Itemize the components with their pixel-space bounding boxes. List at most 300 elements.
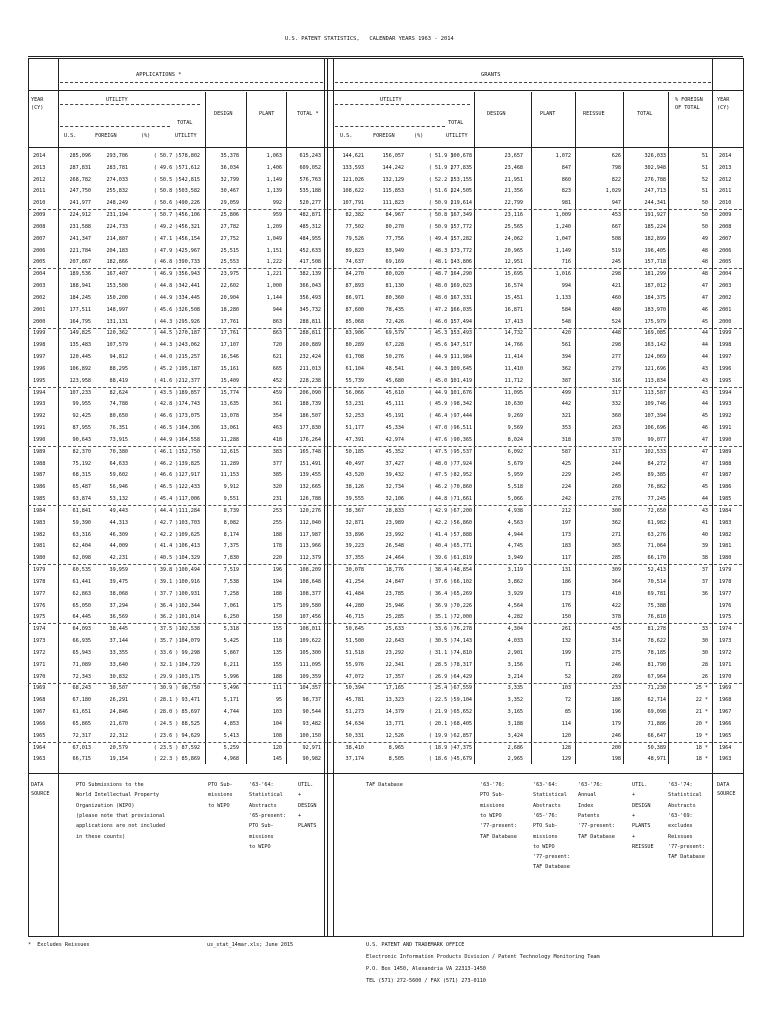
table-cell: 109,625 — [178, 531, 200, 538]
table-cell: 1974 — [719, 626, 732, 633]
grants-total-header: TOTAL — [448, 120, 464, 126]
table-cell: 1997 — [33, 354, 46, 361]
table-cell: 5,425 — [223, 638, 239, 645]
table-cell: 2010 — [33, 200, 46, 207]
table-cell: 132 — [561, 638, 571, 645]
table-cell: 285,096 — [69, 153, 91, 159]
table-cell: 47 — [701, 448, 708, 455]
table-cell: 43 — [701, 389, 708, 396]
table-cell: 382,139 — [299, 271, 321, 278]
column-rule — [28, 58, 29, 937]
source-line: '65-'76: — [533, 812, 558, 819]
grants-utility-total-header: UTILITY — [446, 133, 468, 139]
table-cell: ( 19.9 ) — [428, 732, 454, 739]
table-cell: 109,746 — [644, 401, 666, 408]
table-cell: 21,951 — [504, 176, 523, 183]
table-cell: 33 — [701, 626, 708, 633]
table-cell: 139,825 — [178, 460, 200, 467]
table-cell: ( 31.1 ) — [428, 649, 454, 656]
table-cell: 480 — [611, 306, 621, 313]
utility-total-header: UTILITY — [175, 133, 197, 139]
table-cell: 25,806 — [220, 212, 239, 219]
table-cell: 14,732 — [504, 330, 523, 337]
table-cell: 362 — [611, 519, 621, 526]
table-cell: 1991 — [719, 425, 732, 432]
table-cell: 105,300 — [299, 649, 321, 656]
table-cell: 44 — [701, 342, 708, 349]
source-line: missions — [480, 802, 505, 809]
table-cell: 716 — [561, 259, 571, 266]
column-rule — [668, 92, 669, 764]
table-cell: 50 — [701, 223, 708, 230]
table-cell: 23,116 — [504, 212, 523, 219]
table-cell: 108,011 — [299, 626, 321, 633]
table-cell: ( 42.2 ) — [428, 519, 454, 526]
po-box: P.O. Box 1450, Alexandria VA 22313-1450 — [366, 966, 486, 972]
table-cell: 1,209 — [266, 223, 282, 230]
table-cell: 442 — [561, 401, 571, 408]
source-line: missions — [533, 833, 558, 840]
table-cell: 1972 — [33, 649, 46, 656]
table-cell: 1966 — [33, 720, 46, 727]
table-cell: 524 — [611, 318, 621, 325]
division-name: Electronic Information Products Division / Patent Technology Monitoring Team — [366, 954, 600, 960]
table-cell: 157,494 — [450, 318, 472, 325]
table-cell: 243,062 — [178, 342, 200, 349]
table-cell: 9,912 — [223, 484, 239, 491]
table-cell: 2007 — [719, 235, 732, 242]
table-cell: 23,785 — [385, 590, 404, 597]
table-cell: 260 — [611, 484, 621, 491]
table-cell: ( 46.5 ) — [153, 484, 179, 491]
table-cell: ( 46.5 ) — [153, 425, 179, 432]
table-cell: 62,714 — [647, 697, 666, 704]
row-separator — [28, 564, 742, 565]
source-label-3: SOURCE — [717, 791, 736, 797]
table-cell: 45 — [701, 413, 708, 420]
table-cell: 207,867 — [69, 259, 91, 266]
table-cell: 51 — [701, 153, 708, 159]
table-cell: 452 — [272, 377, 282, 384]
table-cell: 27,752 — [220, 235, 239, 242]
table-cell: 276,788 — [644, 176, 666, 183]
table-cell: 57,888 — [453, 531, 472, 538]
table-cell: 1,063 — [266, 153, 282, 159]
table-cell: 62,404 — [72, 543, 91, 550]
table-cell: 1974 — [33, 626, 46, 633]
table-cell: 7,519 — [223, 567, 239, 574]
table-cell: 2,686 — [507, 744, 523, 751]
table-cell: 65,865 — [72, 720, 91, 727]
table-cell: 104,329 — [178, 555, 200, 562]
table-cell: 224 — [561, 484, 571, 491]
table-cell: 62,098 — [72, 555, 91, 562]
table-cell: 277 — [611, 354, 621, 361]
table-cell: 39,432 — [385, 472, 404, 479]
table-cell: 390,733 — [178, 259, 200, 266]
table-cell: 452,633 — [299, 247, 321, 254]
table-cell: 173 — [561, 590, 571, 597]
table-cell: 70,380 — [109, 448, 128, 455]
table-cell: 35,378 — [220, 153, 239, 159]
source-line: '77-present: — [480, 823, 517, 830]
table-cell: 43 — [701, 377, 708, 384]
table-cell: 16,574 — [504, 283, 523, 290]
table-cell: 111,984 — [450, 354, 472, 361]
table-cell: 276 — [611, 496, 621, 503]
table-cell: 50,276 — [385, 354, 404, 361]
table-cell: 18,280 — [220, 306, 239, 313]
table-cell: 38,068 — [109, 590, 128, 597]
table-cell: 1993 — [719, 401, 732, 408]
table-cell: 2007 — [33, 235, 46, 242]
table-cell: 1,149 — [266, 176, 282, 183]
table-cell: ( 47.9 ) — [153, 247, 179, 254]
table-cell: 99,298 — [181, 649, 200, 656]
table-cell: ( 47.5 ) — [428, 472, 454, 479]
table-cell: 177,830 — [299, 425, 321, 432]
row-separator — [28, 268, 742, 269]
table-cell: 11,289 — [220, 460, 239, 467]
table-cell: 2009 — [719, 212, 732, 219]
source-line: Statistical — [249, 792, 283, 799]
table-cell: 41,254 — [345, 578, 364, 585]
table-cell: 326,033 — [644, 153, 666, 159]
table-cell: 30,507 — [109, 685, 128, 692]
table-cell: 32,799 — [220, 176, 239, 183]
table-cell: 61,651 — [72, 709, 91, 715]
table-cell: 67,013 — [72, 744, 91, 751]
table-cell: ( 42.7 ) — [153, 519, 179, 526]
table-cell: ( 50.6 ) — [153, 200, 179, 207]
table-cell: ( 50.9 ) — [428, 223, 454, 230]
table-cell: 4,944 — [507, 531, 523, 538]
table-cell: 102,538 — [178, 626, 200, 633]
table-cell: 2,901 — [507, 649, 523, 656]
table-cell: 78,622 — [647, 638, 666, 645]
table-cell: 490,226 — [178, 200, 200, 207]
table-cell: 150 — [272, 614, 282, 621]
table-cell: 196 — [272, 567, 282, 574]
table-cell: 32,734 — [385, 484, 404, 491]
table-cell: ( 26.9 ) — [428, 673, 454, 680]
table-cell: 1993 — [33, 401, 46, 408]
table-cell: 520,277 — [299, 200, 321, 207]
table-cell: ( 25.4 ) — [428, 685, 454, 692]
table-cell: 2004 — [719, 271, 732, 278]
source-line: '77-present: — [533, 854, 570, 861]
table-cell: 48,541 — [385, 365, 404, 372]
row-separator — [28, 505, 742, 506]
table-cell: 463 — [272, 425, 282, 432]
table-cell: 1970 — [719, 673, 732, 680]
table-cell: ( 50.7 ) — [153, 153, 179, 159]
table-cell: 80,650 — [109, 413, 128, 420]
table-cell: 152,750 — [178, 448, 200, 455]
table-cell: 665 — [272, 365, 282, 372]
table-cell: 2014 — [33, 153, 46, 159]
table-cell: 2011 — [33, 188, 46, 195]
table-cell: 7,830 — [223, 555, 239, 562]
table-cell: 90,982 — [302, 756, 321, 763]
table-cell: 1,222 — [266, 259, 282, 266]
table-cell: ( 36.4 ) — [153, 602, 179, 609]
table-cell: 578,802 — [178, 153, 200, 159]
table-cell: ( 44.0 ) — [153, 354, 179, 361]
table-cell: ( 39.8 ) — [153, 567, 179, 574]
table-cell: 1983 — [33, 519, 46, 526]
source-line: '63-'74: — [668, 782, 693, 788]
source-line: DESIGN — [298, 802, 317, 809]
table-cell: 52,413 — [647, 567, 666, 574]
grants-underline — [335, 82, 711, 83]
table-cell: 66,715 — [72, 756, 91, 763]
source-label: SOURCE — [31, 791, 50, 797]
source-line: DESIGN — [632, 802, 651, 809]
table-cell: 98,342 — [453, 401, 472, 408]
table-cell: 2013 — [719, 164, 732, 171]
table-cell: 109,622 — [299, 638, 321, 645]
table-cell: 246 — [611, 732, 621, 739]
table-cell: 499 — [561, 389, 571, 396]
table-cell: 15,695 — [504, 271, 523, 278]
table-cell: 285 — [611, 555, 621, 562]
plant-header: PLANT — [259, 111, 275, 117]
source-line: applications are not included — [76, 823, 166, 830]
table-cell: 11,153 — [220, 472, 239, 479]
table-cell: 11,414 — [504, 354, 523, 361]
column-rule — [246, 92, 247, 764]
table-cell: 231,194 — [106, 212, 128, 219]
table-cell: 74,637 — [345, 259, 364, 266]
top-rule-2 — [28, 58, 743, 59]
table-cell: 36,034 — [220, 164, 239, 171]
table-cell: 47 — [701, 283, 708, 290]
table-cell: 353 — [561, 425, 571, 432]
applications-heading: APPLICATIONS * — [136, 72, 182, 78]
table-cell: 2003 — [719, 283, 732, 290]
table-cell: 36 — [701, 590, 708, 597]
table-cell: 139,455 — [299, 472, 321, 479]
table-cell: 2002 — [33, 294, 46, 301]
table-cell: 75,192 — [72, 460, 91, 467]
table-cell: 20 * — [695, 720, 708, 727]
table-cell: 109,359 — [299, 673, 321, 680]
table-cell: ( 33.6 ) — [153, 649, 179, 656]
table-cell: 173,772 — [450, 247, 472, 254]
table-cell: 65,269 — [453, 590, 472, 597]
table-cell: 42,231 — [109, 555, 128, 562]
table-cell: 107,394 — [644, 413, 666, 420]
table-cell: 25,553 — [220, 259, 239, 266]
reissue-header: REISSUE — [583, 111, 605, 117]
table-cell: 2002 — [719, 294, 732, 301]
table-cell: 1998 — [719, 342, 732, 349]
table-cell: 167,349 — [450, 212, 472, 219]
table-cell: 16,871 — [504, 306, 523, 313]
table-cell: 992 — [272, 200, 282, 207]
table-cell: 157,772 — [450, 223, 472, 230]
table-cell: 1972 — [719, 649, 732, 656]
us-header: U.S. — [64, 133, 77, 139]
table-cell: 253,155 — [450, 176, 472, 183]
table-cell: 175,979 — [644, 318, 666, 325]
table-cell: 53,231 — [345, 401, 364, 408]
table-cell: 104 — [272, 720, 282, 727]
table-cell: 3,929 — [507, 590, 523, 597]
table-cell: 164,558 — [178, 436, 200, 443]
table-cell: 8,739 — [223, 507, 239, 514]
table-cell: 1,133 — [555, 294, 571, 301]
table-cell: 81,130 — [385, 283, 404, 290]
table-cell: 179 — [611, 720, 621, 727]
grants-us-header: U.S. — [340, 133, 353, 139]
table-cell: 59,390 — [72, 519, 91, 526]
source-line: '63-'76: — [480, 782, 505, 788]
table-cell: 459 — [272, 389, 282, 396]
table-cell: ( 51.6 ) — [428, 188, 454, 195]
table-cell: 5,496 — [223, 685, 239, 692]
table-cell: ( 40.5 ) — [153, 555, 179, 562]
table-cell: 25,633 — [385, 626, 404, 633]
table-cell: 1966 — [719, 720, 732, 727]
table-cell: 1,139 — [266, 188, 282, 195]
table-cell: 2006 — [719, 247, 732, 254]
table-cell: 48 — [701, 271, 708, 278]
table-cell: 66,102 — [453, 578, 472, 585]
table-cell: 448 — [611, 330, 621, 337]
table-cell: 100,931 — [178, 590, 200, 597]
of-total-header: OF TOTAL — [675, 105, 700, 111]
table-cell: 93,471 — [181, 697, 200, 704]
table-cell: 104,357 — [299, 685, 321, 692]
table-cell: 232,424 — [299, 354, 321, 361]
table-cell: 2009 — [33, 212, 46, 219]
table-cell: 287,831 — [69, 164, 91, 171]
table-cell: ( 45.6 ) — [153, 306, 179, 313]
table-cell: 1,406 — [266, 164, 282, 171]
table-cell: 42,974 — [385, 436, 404, 443]
table-cell: 41 — [701, 519, 708, 526]
table-cell: 5,413 — [223, 732, 239, 739]
table-cell: ( 41.4 ) — [428, 531, 454, 538]
table-cell: 214,807 — [106, 235, 128, 242]
table-cell: 326,508 — [178, 306, 200, 313]
table-cell: 84,272 — [647, 460, 666, 467]
source-line: TAF Database — [366, 782, 403, 788]
table-cell: ( 28.0 ) — [153, 709, 179, 715]
table-cell: 30 — [701, 649, 708, 656]
design-header: DESIGN — [214, 111, 233, 117]
table-cell: ( 40.4 ) — [428, 543, 454, 550]
table-cell: 196 — [611, 709, 621, 715]
table-cell: 277,835 — [450, 164, 472, 171]
table-cell: 224,912 — [69, 212, 91, 219]
table-cell: 519 — [611, 247, 621, 254]
table-cell: 111 — [272, 685, 282, 692]
table-cell: 76,351 — [109, 425, 128, 432]
table-cell: 1995 — [719, 377, 732, 384]
table-cell: 38,126 — [345, 484, 364, 491]
utility-header: UTILITY — [106, 97, 128, 103]
table-cell: ( 49.6 ) — [153, 164, 179, 171]
table-cell: 120 — [272, 744, 282, 751]
table-cell: 25,565 — [504, 223, 523, 230]
table-cell: 43,520 — [345, 472, 364, 479]
table-cell: 85,869 — [181, 756, 200, 763]
table-cell: 26,291 — [109, 697, 128, 704]
table-cell: ( 47.5 ) — [428, 448, 454, 455]
table-cell: 242 — [561, 496, 571, 503]
table-cell: 44 — [701, 496, 708, 503]
table-cell: 360 — [611, 413, 621, 420]
table-cell: 120 — [561, 732, 571, 739]
table-cell: 39 — [701, 543, 708, 550]
table-cell: 7,538 — [223, 578, 239, 585]
table-cell: 8,024 — [507, 436, 523, 443]
table-cell: 1,144 — [266, 294, 282, 301]
table-cell: 364 — [611, 578, 621, 585]
column-rule — [474, 92, 475, 764]
table-cell: 75,388 — [647, 602, 666, 609]
table-cell: 13,061 — [220, 425, 239, 432]
table-cell: 169,085 — [644, 330, 666, 337]
table-cell: 88,419 — [109, 377, 128, 384]
table-cell: 247,750 — [69, 188, 91, 195]
table-cell: ( 37.6 ) — [428, 578, 454, 585]
table-cell: 12,526 — [385, 732, 404, 739]
table-cell: 77,924 — [453, 460, 472, 467]
table-cell: 13,323 — [385, 697, 404, 704]
table-cell: 44 — [701, 354, 708, 361]
table-cell: 211,013 — [299, 365, 321, 372]
table-cell: 156,057 — [382, 153, 404, 159]
table-cell: 1967 — [719, 709, 732, 715]
table-cell: 1973 — [719, 638, 732, 645]
source-line: TAF Database — [533, 864, 570, 871]
source-line: excludes — [668, 823, 693, 830]
table-cell: 133,593 — [342, 164, 364, 171]
table-cell: 456,106 — [178, 212, 200, 219]
table-cell: 111,284 — [178, 507, 200, 514]
table-cell: 1,240 — [555, 223, 571, 230]
table-cell: 79,526 — [345, 235, 364, 242]
table-cell: ( 46.6 ) — [153, 413, 179, 420]
table-cell: 121,026 — [342, 176, 364, 183]
table-cell: ( 36.9 ) — [428, 602, 454, 609]
table-cell: 63,316 — [72, 531, 91, 538]
table-cell: 11,712 — [504, 377, 523, 384]
table-cell: 69,169 — [385, 259, 404, 266]
table-cell: ( 37.5 ) — [153, 626, 179, 633]
source-line: '63-'76: — [578, 782, 603, 788]
table-cell: 114 — [561, 720, 571, 727]
table-cell: 38,410 — [345, 744, 364, 751]
table-cell: 50,331 — [345, 732, 364, 739]
table-cell: 453 — [611, 212, 621, 219]
table-cell: 84,270 — [345, 271, 364, 278]
table-cell: 76,278 — [453, 626, 472, 633]
table-cell: ( 46.2 ) — [428, 484, 454, 491]
table-cell: 117,006 — [178, 496, 200, 503]
table-cell: 46 — [701, 425, 708, 432]
table-cell: 100,150 — [299, 732, 321, 739]
table-cell: 69,781 — [647, 590, 666, 597]
table-cell: 1,009 — [555, 212, 571, 219]
table-cell: 101,419 — [450, 377, 472, 384]
table-cell: 94,629 — [181, 732, 200, 739]
table-cell: ( 35.1 ) — [428, 614, 454, 621]
